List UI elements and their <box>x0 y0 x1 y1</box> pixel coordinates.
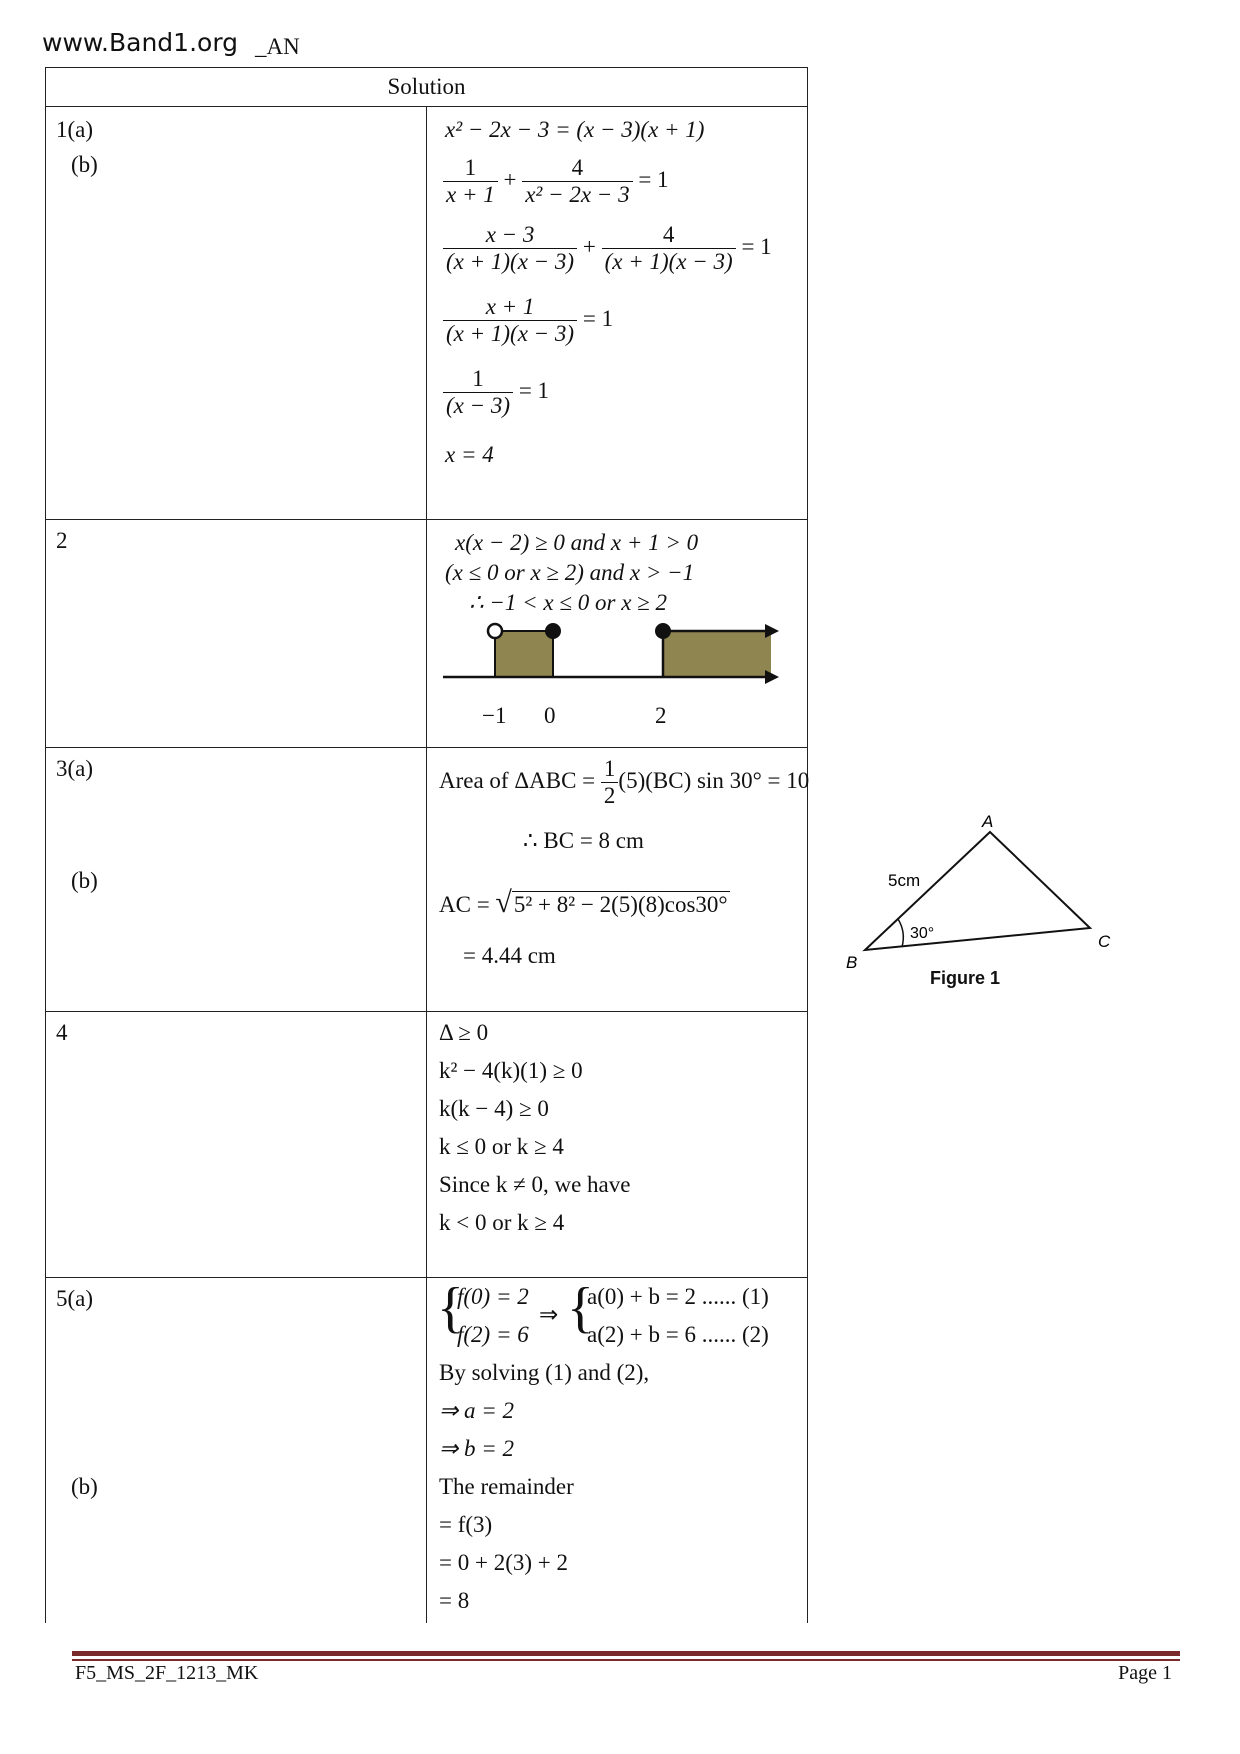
q3b-line2: = 4.44 cm <box>463 943 556 968</box>
frac-den: (x − 3) <box>443 392 513 419</box>
q4-line3: k(k − 4) ≥ 0 <box>439 1096 549 1121</box>
q1-working <box>427 107 808 520</box>
table-header-label: Solution <box>387 74 466 99</box>
q5-line4: The remainder <box>439 1474 574 1499</box>
angle-arc <box>898 919 903 947</box>
q5b-number: (b) <box>71 1474 98 1499</box>
q1b-step1: $\frac{1}{x + 1}$ + $\frac{4}{\text{x² − 2x − 3}}$ = 1 <box>443 155 669 208</box>
frac-den: x + 1 <box>443 181 498 208</box>
q2-line1: x(x − 2) ≥ 0 and x + 1 > 0 <box>455 530 699 555</box>
rhs: = 1 <box>741 233 772 259</box>
question-row-5 <box>46 1278 808 1623</box>
q3a-line1 <box>439 756 809 809</box>
table-header <box>46 68 808 107</box>
footer-rule-thin <box>72 1659 1180 1661</box>
rhs: = 1 <box>518 377 550 403</box>
q4-line2: k² − 4(k)(1) ≥ 0 <box>439 1058 583 1083</box>
q5-line1: By solving (1) and (2), <box>439 1360 650 1385</box>
frac-num: 4 <box>571 155 584 180</box>
vertex-label-c: C <box>1098 932 1111 951</box>
frac-num: 1 <box>464 155 477 180</box>
question-number-cell <box>46 748 427 1012</box>
question-number-cell <box>46 1012 427 1278</box>
rhs: = 1 <box>638 166 669 192</box>
q2-number: 2 <box>56 528 68 553</box>
brace-right: { <box>567 1277 594 1339</box>
angle-label: 30° <box>910 925 935 942</box>
solution-table <box>45 67 808 1623</box>
q5-working <box>427 1278 808 1623</box>
system-eq-4: a(2) + b = 6 ...... (2) <box>587 1322 769 1347</box>
shaded-region-right <box>663 631 771 677</box>
frac-den: 2 <box>601 782 619 809</box>
q5a-number: 5(a) <box>56 1286 94 1311</box>
q1a-number: 1(a) <box>56 117 94 142</box>
q1a-line: x² − 2x − 3 = (x − 3)(x + 1) <box>445 117 705 142</box>
tick-label-0: 0 <box>544 703 556 728</box>
frac-num: 4 <box>662 222 675 247</box>
q4-line5: Since k ≠ 0, we have <box>439 1172 631 1197</box>
question-number-cell <box>46 107 427 520</box>
q3-working <box>427 748 808 1012</box>
tick-label-2: 2 <box>655 703 667 728</box>
q5-line5: = f(3) <box>439 1512 493 1537</box>
q4-line6: k < 0 or k ≥ 4 <box>439 1210 565 1235</box>
page-number: Page 1 <box>1118 1662 1172 1684</box>
tick-label-minus1: −1 <box>482 703 507 728</box>
q5-line3: ⇒ b = 2 <box>439 1436 515 1461</box>
q3a-line2: ∴ BC = 8 cm <box>523 828 644 853</box>
implies-arrow: ⇒ <box>539 1302 559 1327</box>
q4-number: 4 <box>56 1020 68 1045</box>
area-suffix: (5)(BC) sin 30° = 10 <box>618 767 810 793</box>
brace-left: { <box>437 1277 464 1339</box>
frac-num: 1 <box>603 756 616 781</box>
frac-num: x − 3 <box>485 222 535 247</box>
frac-den: (x + 1)(x − 3) <box>602 248 736 275</box>
question-row-4 <box>46 1012 808 1278</box>
question-row-3 <box>46 748 808 1012</box>
q1b-step4 <box>443 366 549 419</box>
q3a-number: 3(a) <box>56 756 94 781</box>
shaded-region-left <box>495 631 553 677</box>
frac-den: x² − 2x − 3 <box>522 181 632 208</box>
axis-arrowhead <box>765 670 779 684</box>
ray-arrowhead <box>765 624 779 638</box>
system-eq-2: f(2) = 6 <box>457 1322 529 1347</box>
q5-line2: ⇒ a = 2 <box>439 1398 515 1423</box>
vertex-label-b: B <box>846 953 858 970</box>
q1b-step2: $\frac{x - 3}{(x + 1)(x - 3)}$ + $\frac{4}{(x + 1)(x - 3)}$ = 1 <box>443 222 772 275</box>
q2-line3: ∴ −1 < x ≤ 0 or x ≥ 2 <box>469 590 668 615</box>
header-code: _AN <box>255 34 300 59</box>
q5-line6: = 0 + 2(3) + 2 <box>439 1550 568 1575</box>
q4-line4: k ≤ 0 or k ≥ 4 <box>439 1134 564 1159</box>
area-prefix: Area of ΔABC = <box>439 767 601 793</box>
q2-working <box>427 520 808 748</box>
q1b-step3 <box>443 294 613 347</box>
closed-circle <box>655 623 671 639</box>
triangle-abc <box>865 832 1090 950</box>
q4-working <box>427 1012 808 1278</box>
vertex-label-a: A <box>982 812 994 831</box>
triangle-figure <box>840 810 1140 970</box>
q1b-number: (b) <box>71 152 98 177</box>
system-eq-3: a(0) + b = 2 ...... (1) <box>587 1284 769 1309</box>
open-circle <box>488 624 502 638</box>
q1b-answer: x = 4 <box>445 442 494 467</box>
ac-prefix: AC = <box>439 892 496 917</box>
question-number-cell <box>46 520 427 748</box>
q2-line2: (x ≤ 0 or x ≥ 2) and x > −1 <box>445 560 695 585</box>
question-row-1 <box>46 107 808 520</box>
q4-line1: Δ ≥ 0 <box>439 1020 489 1045</box>
frac-den: (x + 1)(x − 3) <box>443 320 577 347</box>
sqrt-radicand: 5² + 8² − 2(5)(8)cos30° <box>513 892 728 917</box>
question-row-2 <box>46 520 808 748</box>
q3b-line1 <box>439 886 730 920</box>
frac-num: x + 1 <box>485 294 535 319</box>
site-url: www.Band1.org <box>42 28 239 57</box>
figure-caption: Figure 1 <box>930 968 1001 988</box>
q3b-number: (b) <box>71 868 98 893</box>
closed-circle <box>545 623 561 639</box>
document-code: F5_MS_2F_1213_MK <box>75 1662 259 1684</box>
system-eq-1: f(0) = 2 <box>457 1284 529 1309</box>
side-length-label: 5cm <box>888 871 921 890</box>
q5-line7: = 8 <box>439 1588 470 1613</box>
frac-den: (x + 1)(x − 3) <box>443 248 577 275</box>
footer-rule <box>72 1651 1180 1656</box>
sqrt-sign: √ <box>495 886 512 919</box>
frac-num: 1 <box>472 366 484 391</box>
rhs: = 1 <box>582 305 614 331</box>
question-number-cell <box>46 1278 427 1623</box>
